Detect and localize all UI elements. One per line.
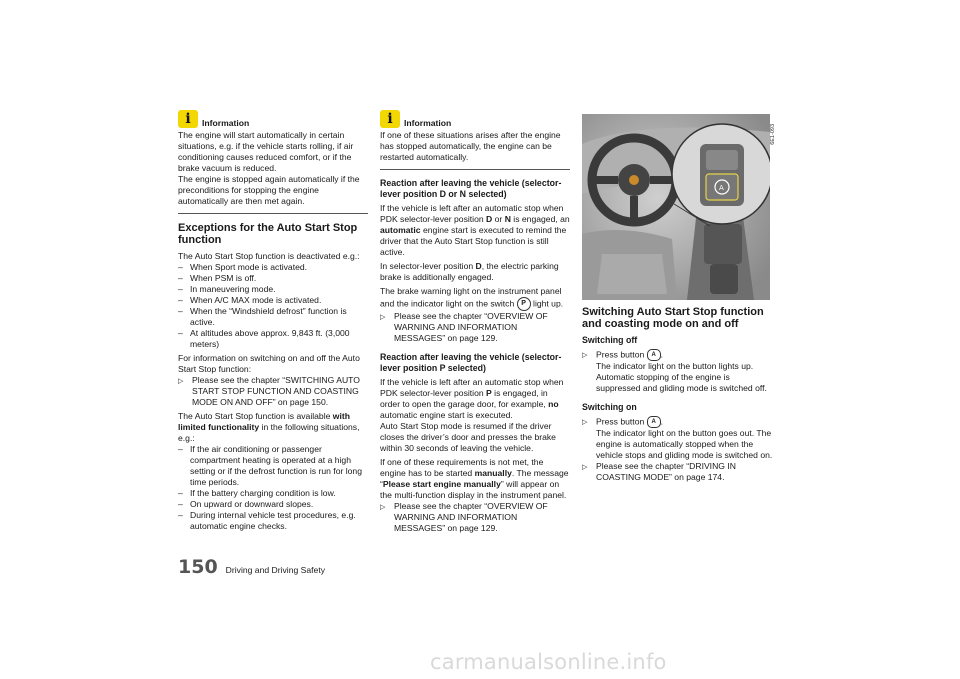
step-item: ▷ Please see the chapter “SWITCHING AUTO START STOP FUNCTION AND COASTING MODE ON AND OFF” on page 150. [178,375,360,407]
middle-column [380,110,570,534]
step-item: ▷ Please see the chapter “OVERVIEW OF WARNING AND INFORMATION MESSAGES” on page 129. [380,311,548,343]
list-item: – When A/C MAX mode is activated. [178,295,322,305]
left-column [178,110,368,532]
info-more-text: For information on switching on and off the Auto Start Stop function: [178,353,360,374]
list-item: – In maneuvering mode. [178,284,276,294]
watermark: carmanualsonline.info [430,650,667,674]
info-icon: i [178,110,198,128]
list-item: – During internal vehicle test procedures, e.g. automatic engine checks. [178,510,356,531]
info-box-header [178,110,368,128]
list-item: – If the battery charging condition is low. [178,488,336,498]
right-column [582,306,774,483]
paragraph: If the vehicle is left after an automatic stop when PDK selector-lever position D or N is engaged, an automatic engine start is executed to remind the driver that the Auto Start Stop function is still active. [380,203,570,257]
arrow-icon: ▷ [582,352,588,359]
list-item: – When Sport mode is activated. [178,262,308,272]
divider [380,169,570,170]
list-item: – When PSM is off. [178,273,257,283]
list-item: – At altitudes above approx. 9,843 ft. (3,000 meters) [178,328,350,349]
arrow-icon: ▷ [380,314,386,321]
limited-text: The Auto Start Stop function is available with limited functionality in the following situations, e.g.: [178,411,360,443]
section-heading: Switching Auto Start Stop function and coasting mode on and off [582,306,764,330]
list-item: – When the “Windshield defrost” function is active. [178,306,347,327]
info-title: Information [202,118,250,128]
arrow-icon: ▷ [380,504,386,511]
paragraph: If the vehicle is left after an automatic stop when PDK selector-lever position P is engaged, in order to open the garage door, for example, no automatic engine start is executed. [380,377,564,420]
figure-code: 6E1-093 [770,124,776,145]
list-item: – If the air conditioning or passenger compartment heating is operated at a high setting or if the defrost function is run for long time periods. [178,444,362,487]
subheading-switching-off: Switching off [582,335,638,345]
paragraph: If one of these requirements is not met, the engine has to be started manually. The message “Please start engine manually” will appear on the multi-function display in the instrument panel. [380,457,569,500]
page-footer [178,556,325,578]
info-text: The engine will start automatically in certain situations, e.g. if the vehicle starts rolling, if air conditioning causes reduced comfort, or if the brake vacuum is reduced. [178,130,354,173]
subheading: Reaction after leaving the vehicle (selector-lever position P selected) [380,352,562,373]
cockpit-illustration [582,114,770,300]
paragraph: The brake warning light on the instrument panel and the indicator light on the switch P light up. [380,286,570,311]
intro-text: The Auto Start Stop function is deactivated e.g.: [178,251,360,261]
step-item: ▷ Press button A . The indicator light on the button lights up. Automatic stopping of the engine is suppressed and gliding mode is switched off. [582,349,767,393]
step-item: ▷ Press button A . The indicator light on the button goes out. The engine is automatically stopped when the vehicle stops and gliding mode is switched on. [582,416,773,460]
info-icon: i [380,110,400,128]
info-box-header [380,110,570,128]
subheading-switching-on: Switching on [582,402,637,412]
svg-text:A: A [719,184,724,192]
paragraph: In selector-lever position D, the electric parking brake is additionally engaged. [380,261,559,282]
arrow-icon: ▷ [582,419,588,426]
info-title: Information [404,118,452,128]
step-item: ▷ Please see the chapter “OVERVIEW OF WARNING AND INFORMATION MESSAGES” on page 129. [380,501,548,533]
section-heading: Exceptions for the Auto Start Stop function [178,222,358,246]
info-text: If one of these situations arises after the engine has stopped automatically, the engine can be restarted automatically. [380,130,561,162]
arrow-icon: ▷ [178,378,184,385]
auto-start-stop-button-icon: A [647,349,661,361]
arrow-icon: ▷ [582,464,588,471]
step-item: ▷ Please see the chapter “DRIVING IN COASTING MODE” on page 174. [582,461,736,482]
list-item: – On upward or downward slopes. [178,499,314,509]
info-text-2: The engine is stopped again automatically if the preconditions for stopping the engine automatically are then met again. [178,174,360,206]
page-number: 150 [178,556,218,578]
auto-start-stop-button-icon: A [647,416,661,428]
paragraph: Auto Start Stop mode is resumed if the driver closes the driver’s door and presses the brake within 30 seconds of leaving the vehicle. [380,421,556,453]
divider [178,213,368,214]
section-name: Driving and Driving Safety [225,565,326,575]
parking-brake-switch-icon: P [517,297,531,311]
subheading: Reaction after leaving the vehicle (selector-lever position D or N selected) [380,178,562,199]
